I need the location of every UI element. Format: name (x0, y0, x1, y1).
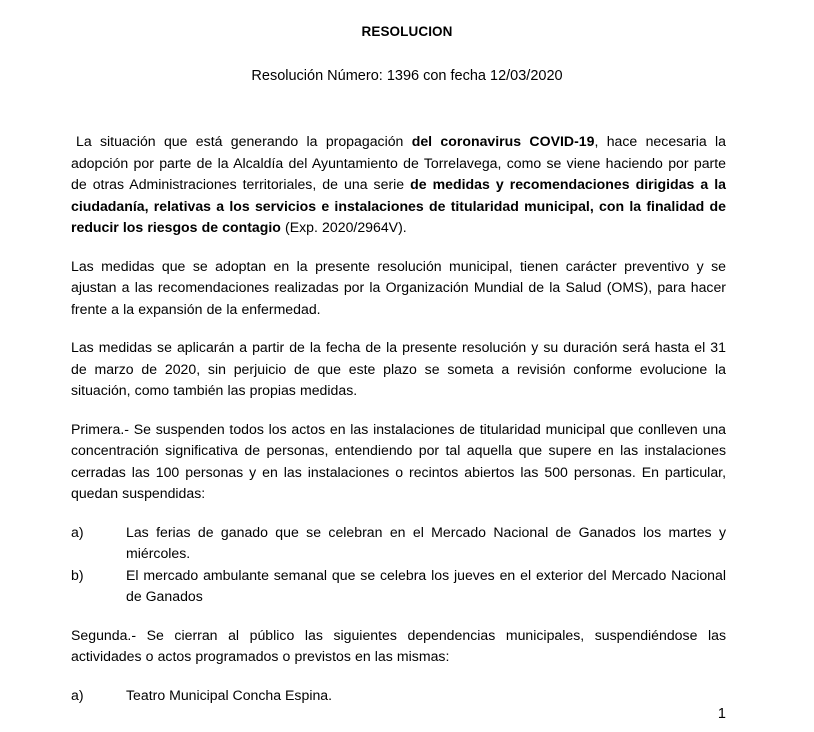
paragraph-primera: Primera.- Se suspenden todos los actos en las instalaciones de titularidad municipal que conlleven una concentración significativa de personas, entendiendo por tal aquella que supere en las instalaciones cerradas las 100 personas y en las instalaciones o recintos abiertos las 500 personas. En particular, quedan suspendidas: (71, 420, 726, 501)
list-item-text: Teatro Municipal Concha Espina. (126, 686, 333, 703)
paragraph-segunda: Segunda.- Se cierran al público las siguientes dependencias municipales, suspendiéndose las actividades o actos programados o previstos en las mismas: (71, 626, 726, 664)
document-body (71, 131, 726, 723)
list-item-marker: b) (71, 566, 84, 583)
list-item (71, 565, 726, 608)
list-item-text: Las ferias de ganado que se celebran en el Mercado Nacional de Ganados los martes y miércoles. (126, 523, 726, 561)
paragraph-duration: Las medidas se aplicarán a partir de la fecha de la presente resolución y su duración será hasta el 31 de marzo de 2020, sin perjuicio de que este plazo se someta a revisión conforme evolucione la situación, como también las propias medidas. (71, 339, 726, 398)
list-item (71, 685, 726, 707)
list-item-marker: a) (71, 686, 84, 703)
paragraph-intro (71, 131, 726, 239)
paragraph-preventive-measures: Las medidas que se adoptan en la presente resolución municipal, tienen carácter preventivo y se ajustan a las recomendaciones realizadas por la Organización Mundial de la Salud (OMS), para hacer frente a la expansión de la enfermedad. (71, 257, 726, 317)
paragraph-intro-bold2: de medidas y recomendaciones dirigidas a la ciudadanía, relativas a los servicios e instalaciones de titularidad municipal, con la finalidad de reducir los riesgos de contagio (71, 176, 726, 235)
resolution-subtitle: Resolución Número: 1396 con fecha 12/03/2020 (251, 68, 563, 84)
list-item-marker: a) (71, 523, 84, 540)
paragraph-intro-bold1: del coronavirus COVID-19 (411, 133, 595, 149)
list-primera (71, 522, 726, 608)
list-item (71, 522, 726, 565)
page-number: 1 (717, 706, 726, 722)
paragraph-intro-part2: , hace necesaria la adopción por parte de la Alcaldía del Ayuntamiento de Torrelavega, como se viene haciendo por parte de otras Administraciones territoriales, de una serie (71, 133, 727, 192)
page-title: RESOLUCION (361, 24, 453, 39)
paragraph-intro-part3: (Exp. 2020/2964V). (280, 219, 407, 235)
list-segunda (71, 685, 726, 707)
paragraph-intro-part1: La situación que está generando la propagación (76, 133, 412, 149)
list-item-text: El mercado ambulante semanal que se celebra los jueves en el exterior del Mercado Nacional de Ganados (126, 566, 726, 604)
